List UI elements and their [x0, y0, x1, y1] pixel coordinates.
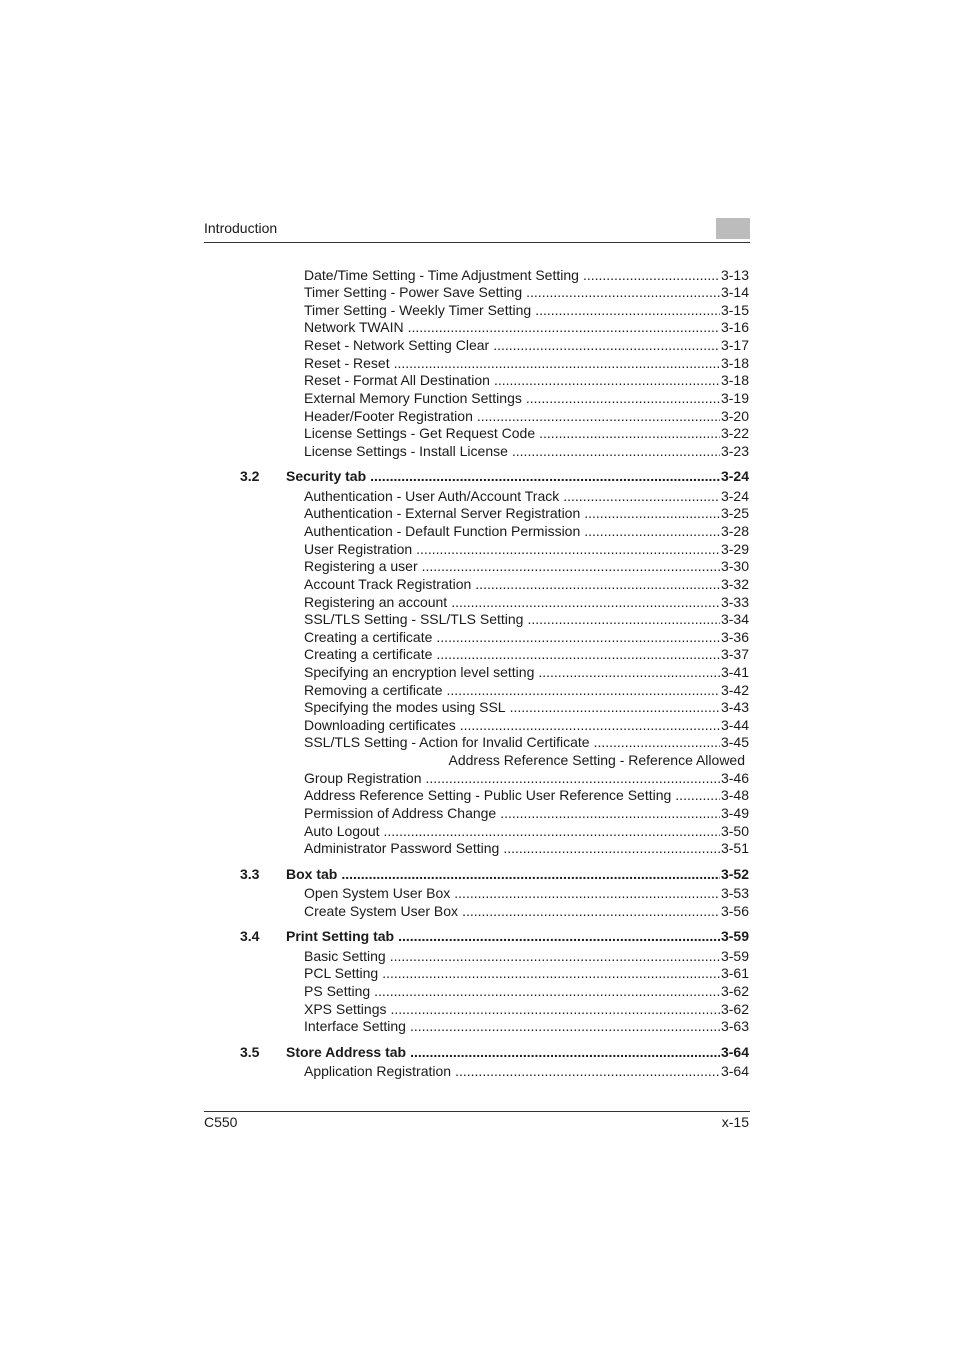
toc-entry-title: Address Reference Setting - Public User Reference Setting — [304, 787, 672, 803]
toc-dot-leader — [408, 319, 720, 336]
toc-dot-leader — [503, 840, 720, 857]
toc-dot-leader — [382, 965, 720, 982]
toc-dot-leader — [390, 948, 720, 965]
toc-dot-leader — [398, 928, 720, 945]
toc-entry[interactable] — [304, 594, 749, 611]
toc-entry-title: PCL Setting — [304, 965, 379, 981]
toc-entry-title: Auto Logout — [304, 823, 380, 839]
toc-dot-leader — [422, 558, 720, 575]
toc-entry[interactable] — [304, 541, 749, 558]
toc-entry[interactable] — [304, 372, 749, 389]
toc-page-number: 3-46 — [720, 770, 749, 786]
toc-entry-title: SSL/TLS Setting - Action for Invalid Certificate — [304, 734, 590, 750]
toc-dot-leader — [594, 734, 720, 751]
toc-dot-leader — [451, 594, 720, 611]
toc-dot-leader — [539, 425, 720, 442]
toc-dot-leader — [583, 267, 720, 284]
toc-page-number: 3-23 — [720, 443, 749, 459]
toc-page-number: 3-64 — [720, 1063, 749, 1079]
header-divider — [204, 242, 750, 243]
toc-entry-title: Registering an account — [304, 594, 448, 610]
toc-entry[interactable] — [304, 523, 749, 540]
toc-entry[interactable] — [304, 983, 749, 1000]
toc-dot-leader — [475, 576, 720, 593]
toc-entry[interactable] — [304, 355, 749, 372]
toc-page-number: 3-34 — [720, 611, 749, 627]
toc-entry-title: Reset - Reset — [304, 355, 390, 371]
toc-entry[interactable] — [304, 302, 749, 319]
toc-section-entry[interactable] — [240, 866, 749, 883]
toc-dot-leader — [384, 823, 720, 840]
toc-dot-leader — [535, 302, 720, 319]
toc-entry[interactable] — [304, 664, 749, 681]
toc-page-number: 3-61 — [720, 965, 749, 981]
toc-page-number: 3-24 — [720, 488, 749, 504]
toc-dot-leader — [454, 885, 720, 902]
toc-entry-title: PS Setting — [304, 983, 371, 999]
toc-page-number: 3-33 — [720, 594, 749, 610]
toc-page-number: 3-20 — [720, 408, 749, 424]
footer-page-number: x-15 — [721, 1114, 749, 1130]
toc-entry-title: Authentication - External Server Registration — [304, 505, 581, 521]
toc-dot-leader — [493, 337, 720, 354]
toc-page-number: 3-48 — [720, 787, 749, 803]
toc-dot-leader — [675, 787, 720, 804]
toc-entry[interactable] — [304, 319, 749, 336]
toc-page-number: 3-29 — [720, 541, 749, 557]
toc-entry[interactable] — [449, 752, 750, 769]
toc-dot-leader — [460, 717, 720, 734]
header-tab-marker — [716, 218, 750, 239]
toc-entry-title: User Registration — [304, 541, 413, 557]
toc-entry[interactable] — [304, 840, 749, 857]
toc-dot-leader — [410, 1044, 720, 1061]
toc-dot-leader — [512, 443, 720, 460]
toc-entry[interactable] — [304, 885, 749, 902]
toc-entry-title: Downloading certificates — [304, 717, 456, 733]
toc-page-number: 3-62 — [720, 1001, 749, 1017]
footer-divider — [204, 1111, 750, 1112]
toc-page-number: 3-22 — [720, 425, 749, 441]
toc-page-number: 3-36 — [720, 629, 749, 645]
toc-entry[interactable] — [304, 805, 749, 822]
toc-page-number: 3-17 — [720, 337, 749, 353]
toc-entry-title: SSL/TLS Setting - SSL/TLS Setting — [304, 611, 524, 627]
toc-entry-title: XPS Settings — [304, 1001, 387, 1017]
toc-entry[interactable] — [304, 787, 749, 804]
toc-page-number: 3-43 — [720, 699, 749, 715]
toc-dot-leader — [436, 646, 720, 663]
toc-page-number: 3-41 — [720, 664, 749, 680]
toc-page-number: 3-56 — [720, 903, 749, 919]
toc-page-number: 3-24 — [720, 468, 749, 484]
toc-dot-leader — [455, 1063, 720, 1080]
toc-entry-title: Creating a certificate — [304, 629, 433, 645]
toc-entry-title: Permission of Address Change — [304, 805, 497, 821]
toc-dot-leader — [341, 866, 720, 883]
toc-dot-leader — [584, 523, 720, 540]
toc-entry[interactable] — [304, 284, 749, 301]
toc-dot-leader — [374, 983, 720, 1000]
toc-entry[interactable] — [304, 576, 749, 593]
toc-dot-leader — [526, 390, 720, 407]
toc-section-number: 3.2 — [240, 468, 260, 484]
toc-page-number: 3-59 — [720, 928, 749, 944]
toc-page-number: 3-32 — [720, 576, 749, 592]
toc-page-number: 3-19 — [720, 390, 749, 406]
toc-page-number: 3-51 — [720, 840, 749, 856]
toc-page-number: 3-42 — [720, 682, 749, 698]
toc-page-number: 3-37 — [720, 646, 749, 662]
toc-page-number: 3-50 — [720, 823, 749, 839]
toc-entry-title: Timer Setting - Power Save Setting — [304, 284, 523, 300]
toc-section-number: 3.5 — [240, 1044, 260, 1060]
toc-dot-leader — [462, 903, 720, 920]
toc-page-number: 3-62 — [720, 983, 749, 999]
toc-page-number: 3-25 — [720, 505, 749, 521]
toc-entry[interactable] — [304, 488, 749, 505]
toc-page-number: 3-64 — [720, 1044, 749, 1060]
toc-entry[interactable] — [304, 903, 749, 920]
toc-dot-leader — [477, 408, 720, 425]
toc-dot-leader — [563, 488, 720, 505]
toc-entry-title: Group Registration — [304, 770, 422, 786]
toc-entry-title: Create System User Box — [304, 903, 459, 919]
toc-page-number: 3-53 — [720, 885, 749, 901]
toc-entry-title: Specifying the modes using SSL — [304, 699, 506, 715]
toc-entry-title: Reset - Format All Destination — [304, 372, 490, 388]
toc-dot-leader — [500, 805, 720, 822]
toc-section-entry[interactable] — [240, 468, 749, 485]
toc-page-number: 3-14 — [720, 284, 749, 300]
toc-entry[interactable] — [304, 337, 749, 354]
toc-page-number: 3-18 — [720, 372, 749, 388]
toc-entry-title: Store Address tab — [286, 1044, 407, 1060]
toc-entry-title: License Settings - Get Request Code — [304, 425, 536, 441]
toc-page-number: 3-45 — [720, 734, 749, 750]
toc-dot-leader — [436, 629, 720, 646]
toc-entry[interactable] — [304, 734, 749, 751]
toc-entry[interactable] — [304, 682, 749, 699]
toc-entry-title: Creating a certificate — [304, 646, 433, 662]
toc-page-number: 3-59 — [720, 948, 749, 964]
toc-entry-title: Administrator Password Setting — [304, 840, 500, 856]
toc-entry-title: Registering a user — [304, 558, 418, 574]
toc-entry[interactable] — [304, 948, 749, 965]
footer-model: C550 — [204, 1114, 238, 1130]
toc-dot-leader — [447, 682, 720, 699]
toc-entry[interactable] — [304, 1001, 749, 1018]
toc-entry-title: Date/Time Setting - Time Adjustment Setting — [304, 267, 579, 283]
toc-page-number: 3-52 — [720, 866, 749, 882]
toc-entry-title: Specifying an encryption level setting — [304, 664, 535, 680]
toc-entry-title: Security tab — [286, 468, 367, 484]
toc-entry-title: Address Reference Setting - Reference Allowed — [448, 752, 745, 768]
toc-dot-leader — [391, 1001, 720, 1018]
toc-entry[interactable] — [304, 558, 749, 575]
toc-entry[interactable] — [304, 965, 749, 982]
toc-entry[interactable] — [304, 425, 749, 442]
toc-section-number: 3.4 — [240, 928, 260, 944]
toc-entry-title: Box tab — [286, 866, 338, 882]
toc-section-entry[interactable] — [240, 928, 749, 945]
toc-page-number: 3-30 — [720, 558, 749, 574]
toc-dot-leader — [538, 664, 720, 681]
toc-entry-title: Application Registration — [304, 1063, 452, 1079]
toc-page-number: 3-16 — [720, 319, 749, 335]
toc-page-number: 3-13 — [720, 267, 749, 283]
toc-entry-title: Network TWAIN — [304, 319, 404, 335]
toc-entry[interactable] — [304, 267, 749, 284]
toc-entry[interactable] — [304, 408, 749, 425]
toc-entry[interactable] — [304, 390, 749, 407]
toc-dot-leader — [394, 355, 720, 372]
toc-entry[interactable] — [304, 1063, 749, 1080]
toc-entry-title: Authentication - Default Function Permission — [304, 523, 581, 539]
toc-page-number: 3-15 — [720, 302, 749, 318]
toc-dot-leader — [510, 699, 720, 716]
toc-entry[interactable] — [304, 770, 749, 787]
toc-entry[interactable] — [304, 505, 749, 522]
toc-dot-leader — [426, 770, 720, 787]
toc-entry-title: Interface Setting — [304, 1018, 406, 1034]
toc-entry-title: License Settings - Install License — [304, 443, 508, 459]
toc-section-entry[interactable] — [240, 1044, 749, 1061]
toc-dot-leader — [527, 611, 720, 628]
toc-dot-leader — [410, 1018, 720, 1035]
toc-page-number: 3-63 — [720, 1018, 749, 1034]
toc-entry-title: Print Setting tab — [286, 928, 395, 944]
toc-entry[interactable] — [304, 699, 749, 716]
toc-entry-title: Removing a certificate — [304, 682, 443, 698]
toc-entry[interactable] — [304, 646, 749, 663]
toc-dot-leader — [370, 468, 720, 485]
toc-entry[interactable] — [304, 611, 749, 628]
toc-page-number: 3-28 — [720, 523, 749, 539]
toc-entry[interactable] — [304, 443, 749, 460]
toc-entry[interactable] — [304, 717, 749, 734]
running-header: Introduction — [204, 220, 278, 236]
toc-section-number: 3.3 — [240, 866, 260, 882]
toc-entry[interactable] — [304, 823, 749, 840]
toc-page-number: 3-18 — [720, 355, 749, 371]
toc-entry-title: Account Track Registration — [304, 576, 472, 592]
toc-entry-title: Timer Setting - Weekly Timer Setting — [304, 302, 532, 318]
toc-entry-title: Header/Footer Registration — [304, 408, 473, 424]
toc-entry-title: External Memory Function Settings — [304, 390, 522, 406]
toc-entry-title: Reset - Network Setting Clear — [304, 337, 490, 353]
toc-dot-leader — [526, 284, 720, 301]
toc-dot-leader — [494, 372, 720, 389]
toc-entry[interactable] — [304, 1018, 749, 1035]
toc-entry-title: Authentication - User Auth/Account Track — [304, 488, 560, 504]
toc-page-number: 3-49 — [720, 805, 749, 821]
toc-entry-title: Basic Setting — [304, 948, 386, 964]
toc-page-number: 3-44 — [720, 717, 749, 733]
toc-dot-leader — [416, 541, 720, 558]
toc-dot-leader — [584, 505, 720, 522]
toc-entry-title: Open System User Box — [304, 885, 451, 901]
toc-entry[interactable] — [304, 629, 749, 646]
